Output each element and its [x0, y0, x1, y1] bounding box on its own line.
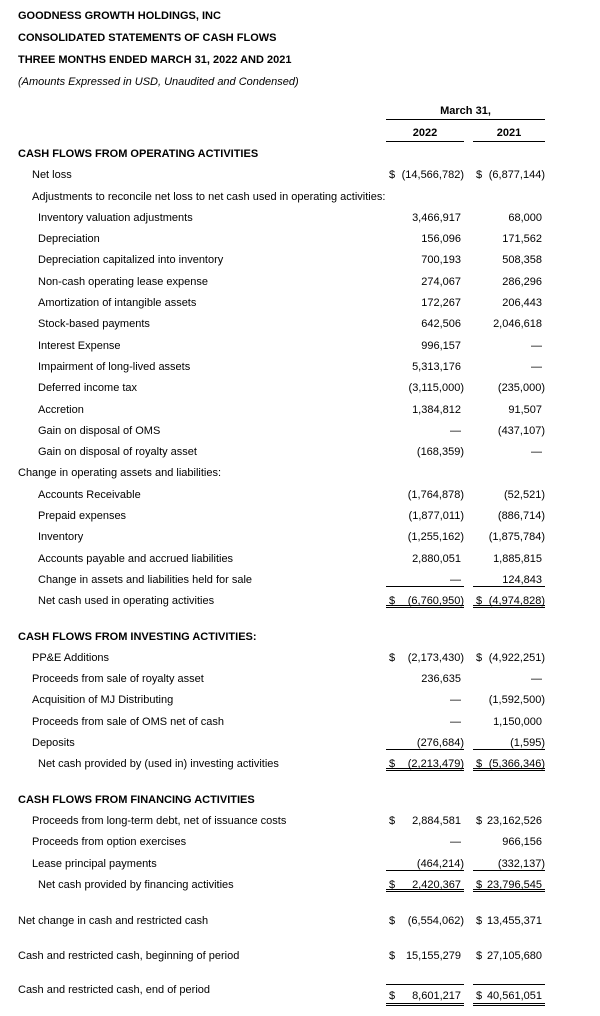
row-label: Proceeds from long-term debt, net of issuance costs — [32, 814, 287, 827]
amount-cell-2022 — [386, 984, 464, 1006]
statement-row — [18, 673, 545, 694]
dollar-sign-2021 — [473, 425, 476, 438]
amount-2021: 1,885,815 — [493, 552, 542, 565]
amount-cell-2021 — [473, 652, 545, 665]
period-column-group: March 31, — [386, 105, 545, 120]
dollar-sign-2022: $ — [389, 814, 396, 827]
statement-row — [18, 169, 545, 190]
amount-2021: (1,875,784) — [488, 531, 545, 544]
row-label: Net change in cash and restricted cash — [18, 915, 209, 928]
row-label: Depreciation capitalized into inventory — [38, 254, 224, 267]
statement-row — [18, 191, 545, 212]
amount-cell-2022 — [386, 340, 464, 353]
statement-title: CONSOLIDATED STATEMENTS OF CASH FLOWS — [18, 32, 277, 44]
amount-2021: (4,922,251) — [488, 651, 545, 664]
dollar-sign-2022 — [386, 694, 389, 707]
amount-2021: (437,107) — [497, 424, 545, 437]
amount-2021: 1,150,000 — [493, 715, 542, 728]
amount-2022: 236,635 — [421, 673, 461, 686]
amount-cell-2021 — [473, 191, 545, 204]
amount-2021: (4,974,828) — [488, 595, 545, 608]
amount-cell-2021 — [473, 531, 545, 544]
statement-row — [18, 915, 545, 936]
dollar-sign-2022: $ — [389, 878, 396, 891]
row-label: Gain on disposal of royalty asset — [38, 446, 197, 459]
amount-cell-2022 — [386, 169, 464, 182]
amount-cell-2022 — [386, 950, 464, 963]
dollar-sign-2022 — [386, 191, 389, 204]
amount-2021: 124,843 — [502, 573, 542, 586]
amount-cell-2022 — [386, 425, 464, 438]
amount-cell-2021 — [473, 631, 545, 644]
dollar-sign-2022 — [386, 318, 389, 331]
dollar-sign-2021: $ — [476, 814, 483, 827]
dollar-sign-2021: $ — [476, 595, 483, 608]
row-label: Deposits — [32, 737, 75, 750]
dollar-sign-2022 — [386, 340, 389, 353]
dollar-sign-2022: $ — [389, 595, 396, 608]
row-label: Acquisition of MJ Distributing — [32, 694, 174, 707]
dollar-sign-2021 — [473, 340, 476, 353]
amount-cell-2021 — [473, 758, 545, 771]
dollar-sign-2021 — [473, 297, 476, 310]
dollar-sign-2021 — [473, 858, 476, 870]
dollar-sign-2021: $ — [476, 878, 483, 891]
amount-2022: — — [450, 573, 461, 586]
amount-cell-2022 — [386, 836, 464, 849]
amount-cell-2022 — [386, 694, 464, 707]
header-spacer — [18, 105, 386, 120]
dollar-sign-2022 — [386, 382, 389, 395]
amount-cell-2022 — [386, 297, 464, 310]
amount-2021: (6,877,144) — [488, 169, 545, 182]
row-label: Net cash used in operating activities — [38, 595, 215, 608]
amount-cell-2021 — [473, 148, 545, 161]
amount-2021: 508,358 — [502, 254, 542, 267]
statement-row — [18, 574, 545, 595]
amount-2021: (886,714) — [497, 510, 545, 523]
statement-row — [18, 297, 545, 318]
dollar-sign-2021 — [473, 382, 476, 395]
dollar-sign-2021 — [473, 404, 476, 417]
statement-row — [18, 318, 545, 339]
amount-cell-2021 — [473, 169, 545, 182]
amount-2022: (1,877,011) — [408, 510, 464, 523]
row-label: CASH FLOWS FROM OPERATING ACTIVITIES — [18, 148, 259, 160]
amount-2022: 1,384,812 — [412, 403, 461, 416]
dollar-sign-2022 — [386, 446, 389, 459]
amount-2022: 2,420,367 — [412, 878, 461, 891]
statement-row — [18, 694, 545, 715]
statement-row — [18, 984, 545, 1005]
dollar-sign-2022 — [386, 297, 389, 310]
amount-2021: — — [531, 360, 542, 373]
amount-cell-2022 — [386, 318, 464, 331]
amount-cell-2021 — [473, 879, 545, 892]
header-spacer — [18, 127, 386, 142]
table-period-header — [18, 105, 545, 120]
statement-row — [18, 233, 545, 254]
dollar-sign-2021 — [473, 794, 476, 807]
amount-cell-2021 — [473, 815, 545, 828]
dollar-sign-2021 — [473, 716, 476, 729]
amount-cell-2021 — [473, 340, 545, 353]
amount-2021: 23,796,545 — [486, 878, 542, 891]
amount-2022: 700,193 — [421, 254, 461, 267]
amount-cell-2021 — [473, 276, 545, 289]
row-label: PP&E Additions — [32, 651, 110, 664]
amount-cell-2021 — [473, 510, 545, 523]
amount-cell-2022 — [386, 879, 464, 892]
dollar-sign-2022 — [386, 254, 389, 267]
dollar-sign-2021: $ — [476, 169, 483, 182]
amount-2022: 8,601,217 — [412, 989, 461, 1002]
dollar-sign-2021 — [473, 276, 476, 289]
amount-cell-2021 — [473, 574, 545, 587]
amount-cell-2021 — [473, 489, 545, 502]
row-label: Proceeds from sale of OMS net of cash — [32, 715, 224, 728]
amount-cell-2021 — [473, 984, 545, 1006]
amount-2022: 2,884,581 — [412, 814, 461, 827]
amount-cell-2021 — [473, 716, 545, 729]
statement-row — [18, 404, 545, 425]
row-label: CASH FLOWS FROM INVESTING ACTIVITIES: — [18, 630, 257, 643]
amount-cell-2022 — [386, 148, 464, 161]
dollar-sign-2022: $ — [389, 989, 396, 1002]
amount-cell-2021 — [473, 915, 545, 928]
amount-2022: 156,096 — [421, 233, 461, 246]
amount-2021: 91,507 — [508, 403, 542, 416]
dollar-sign-2021 — [473, 212, 476, 225]
amount-2021: 206,443 — [502, 297, 542, 310]
dollar-sign-2022 — [386, 212, 389, 225]
amount-cell-2021 — [473, 737, 545, 750]
row-label: Lease principal payments — [32, 857, 157, 870]
dollar-sign-2021 — [473, 191, 476, 204]
dollar-sign-2022 — [386, 858, 389, 870]
row-label: Amortization of intangible assets — [38, 297, 197, 310]
amount-cell-2022 — [386, 531, 464, 544]
dollar-sign-2022 — [386, 531, 389, 544]
row-label: Deferred income tax — [38, 382, 138, 395]
statement-row — [18, 425, 545, 446]
statement-row — [18, 510, 545, 531]
amount-cell-2022 — [386, 510, 464, 523]
amount-2022: (6,554,062) — [407, 915, 464, 928]
dollar-sign-2021 — [473, 489, 476, 502]
amount-cell-2021 — [473, 212, 545, 225]
row-label: Proceeds from option exercises — [32, 836, 187, 849]
amount-cell-2021 — [473, 233, 545, 246]
dollar-sign-2021: $ — [476, 989, 483, 1002]
amount-cell-2022 — [386, 652, 464, 665]
amount-cell-2021 — [473, 425, 545, 438]
dollar-sign-2022 — [386, 510, 389, 523]
amount-2022: (1,764,878) — [407, 488, 464, 501]
amount-cell-2022 — [386, 191, 464, 204]
amount-cell-2022 — [386, 631, 464, 644]
statement-row — [18, 553, 545, 574]
amount-cell-2022 — [386, 737, 464, 750]
amount-2021: 40,561,051 — [486, 989, 542, 1002]
dollar-sign-2022: $ — [389, 915, 396, 928]
dollar-sign-2022: $ — [389, 651, 396, 664]
row-label: Proceeds from sale of royalty asset — [32, 673, 204, 686]
amount-2022: (2,213,479) — [407, 758, 464, 771]
amount-cell-2021 — [473, 794, 545, 807]
amount-cell-2021 — [473, 446, 545, 459]
amount-cell-2022 — [386, 446, 464, 459]
row-label: CASH FLOWS FROM FINANCING ACTIVITIES — [18, 793, 255, 806]
dollar-sign-2022: $ — [389, 758, 396, 771]
dollar-sign-2022 — [386, 425, 389, 438]
amount-cell-2021 — [473, 553, 545, 566]
amount-cell-2022 — [386, 254, 464, 267]
dollar-sign-2021 — [473, 531, 476, 544]
row-label: Change in assets and liabilities held for sale — [38, 573, 253, 586]
amount-2022: (464,214) — [416, 857, 464, 870]
dollar-sign-2021 — [473, 148, 476, 161]
row-label: Net cash provided by (used in) investing activities — [38, 758, 279, 771]
statement-row — [18, 212, 545, 233]
statement-row — [18, 361, 545, 382]
dollar-sign-2022: $ — [389, 169, 396, 182]
row-label: Change in operating assets and liabilities: — [18, 467, 222, 480]
dollar-sign-2021 — [473, 510, 476, 523]
dollar-sign-2022 — [386, 553, 389, 566]
amount-2022: 5,313,176 — [412, 360, 461, 373]
amount-2021: (1,595) — [510, 737, 545, 750]
section-header-row — [18, 794, 545, 815]
amount-2022: 172,267 — [421, 297, 461, 310]
row-label: Inventory valuation adjustments — [38, 211, 193, 224]
amount-cell-2022 — [386, 361, 464, 374]
statement-row — [18, 815, 545, 836]
dollar-sign-2021 — [473, 673, 476, 686]
statement-row — [18, 758, 545, 779]
dollar-sign-2022 — [386, 467, 389, 480]
dollar-sign-2021 — [473, 553, 476, 566]
row-label: Accretion — [38, 403, 84, 416]
amount-cell-2021 — [473, 254, 545, 267]
amount-2021: (235,000) — [497, 382, 545, 395]
row-label: Accounts Receivable — [38, 488, 141, 501]
row-label: Net loss — [32, 169, 72, 182]
amount-cell-2021 — [473, 836, 545, 849]
amount-2021: 2,046,618 — [493, 318, 542, 331]
statement-row — [18, 879, 545, 900]
row-label: Net cash provided by financing activities — [38, 878, 234, 891]
dollar-sign-2022 — [386, 631, 389, 644]
amount-2022: 996,157 — [421, 339, 461, 352]
amount-cell-2021 — [473, 297, 545, 310]
row-label: Cash and restricted cash, beginning of period — [18, 950, 240, 963]
dollar-sign-2021 — [473, 694, 476, 707]
amount-2022: (3,115,000) — [408, 382, 464, 395]
dollar-sign-2022 — [386, 574, 389, 586]
amount-2021: 27,105,680 — [486, 950, 542, 963]
statement-row — [18, 858, 545, 879]
row-label: Impairment of long-lived assets — [38, 360, 191, 373]
dollar-sign-2021 — [473, 737, 476, 749]
column-header-2021: 2021 — [473, 127, 545, 142]
amount-2021: 966,156 — [502, 836, 542, 849]
row-label: Gain on disposal of OMS — [38, 424, 161, 437]
amount-2022: (1,255,162) — [407, 531, 464, 544]
amount-cell-2021 — [473, 595, 545, 608]
amount-2022: — — [450, 424, 461, 437]
statement-row — [18, 531, 545, 552]
statement-row — [18, 382, 545, 403]
dollar-sign-2022 — [386, 794, 389, 807]
amount-2021: 286,296 — [502, 275, 542, 288]
amount-2021: 171,562 — [502, 233, 542, 246]
row-label: Adjustments to reconcile net loss to net cash used in operating activities: — [32, 190, 386, 203]
statement-row — [18, 716, 545, 737]
amount-cell-2022 — [386, 595, 464, 608]
amount-cell-2022 — [386, 553, 464, 566]
statement-row — [18, 489, 545, 510]
amount-cell-2022 — [386, 467, 464, 480]
amount-2022: (2,173,430) — [407, 651, 464, 664]
dollar-sign-2022 — [386, 148, 389, 161]
amount-cell-2022 — [386, 574, 464, 587]
amount-2022: (168,359) — [416, 446, 464, 459]
amounts-note: (Amounts Expressed in USD, Unaudited and Condensed) — [18, 76, 299, 88]
section-header-row — [18, 148, 545, 169]
amount-cell-2021 — [473, 404, 545, 417]
amount-2022: 2,880,051 — [412, 552, 461, 565]
period-title: THREE MONTHS ENDED MARCH 31, 2022 AND 2021 — [18, 54, 292, 66]
amount-cell-2021 — [473, 950, 545, 963]
statement-row — [18, 340, 545, 361]
statement-row — [18, 595, 545, 616]
dollar-sign-2021: $ — [476, 758, 483, 771]
amount-2022: 274,067 — [421, 275, 461, 288]
amount-2021: — — [531, 339, 542, 352]
amount-2021: (5,366,346) — [488, 758, 545, 771]
amount-2022: (6,760,950) — [407, 595, 464, 608]
dollar-sign-2021 — [473, 254, 476, 267]
amount-cell-2022 — [386, 233, 464, 246]
amount-cell-2022 — [386, 815, 464, 828]
row-label: Accounts payable and accrued liabilities — [38, 552, 234, 565]
amount-2021: 23,162,526 — [486, 814, 542, 827]
dollar-sign-2021 — [473, 574, 476, 586]
amount-cell-2022 — [386, 382, 464, 395]
amount-cell-2022 — [386, 404, 464, 417]
amount-cell-2021 — [473, 673, 545, 686]
dollar-sign-2022 — [386, 404, 389, 417]
amount-2021: 68,000 — [508, 211, 542, 224]
statement-row — [18, 276, 545, 297]
company-name: GOODNESS GROWTH HOLDINGS, INC — [18, 10, 221, 22]
row-label: Interest Expense — [38, 339, 121, 352]
dollar-sign-2021 — [473, 836, 476, 849]
dollar-sign-2021 — [473, 467, 476, 480]
amount-2022: — — [450, 715, 461, 728]
amount-2022: 15,155,279 — [405, 950, 461, 963]
statement-row — [18, 254, 545, 275]
amount-2021: — — [531, 446, 542, 459]
amount-cell-2021 — [473, 318, 545, 331]
dollar-sign-2021 — [473, 361, 476, 374]
dollar-sign-2021: $ — [476, 950, 483, 963]
row-label: Depreciation — [38, 233, 100, 246]
amount-2021: — — [531, 673, 542, 686]
amount-2021: (332,137) — [497, 857, 545, 870]
amount-2022: (14,566,782) — [401, 169, 464, 182]
row-label: Cash and restricted cash, end of period — [18, 983, 211, 996]
dollar-sign-2022 — [386, 489, 389, 502]
amount-cell-2022 — [386, 758, 464, 771]
column-header-2022: 2022 — [386, 127, 464, 142]
section-header-row — [18, 631, 545, 652]
dollar-sign-2021 — [473, 233, 476, 246]
amount-cell-2021 — [473, 361, 545, 374]
dollar-sign-2022 — [386, 716, 389, 729]
dollar-sign-2021 — [473, 446, 476, 459]
dollar-sign-2022 — [386, 836, 389, 849]
amount-cell-2022 — [386, 858, 464, 871]
amount-2022: — — [450, 836, 461, 849]
statement-rows — [18, 148, 545, 1005]
amount-cell-2021 — [473, 858, 545, 871]
amount-cell-2022 — [386, 794, 464, 807]
amount-2021: 13,455,371 — [486, 915, 542, 928]
dollar-sign-2022 — [386, 276, 389, 289]
statement-row — [18, 737, 545, 758]
amount-cell-2021 — [473, 694, 545, 707]
dollar-sign-2022 — [386, 737, 389, 749]
dollar-sign-2021: $ — [476, 651, 483, 664]
dollar-sign-2021 — [473, 631, 476, 644]
amount-cell-2022 — [386, 212, 464, 225]
row-label: Stock-based payments — [38, 318, 150, 331]
amount-cell-2022 — [386, 276, 464, 289]
dollar-sign-2022: $ — [389, 950, 396, 963]
table-year-columns — [18, 127, 545, 142]
dollar-sign-2022 — [386, 361, 389, 374]
amount-2021: (52,521) — [504, 488, 545, 501]
amount-cell-2022 — [386, 489, 464, 502]
amount-2022: 642,506 — [421, 318, 461, 331]
statement-row — [18, 950, 545, 971]
dollar-sign-2022 — [386, 233, 389, 246]
amount-2022: — — [450, 694, 461, 707]
amount-cell-2022 — [386, 716, 464, 729]
statement-row — [18, 467, 545, 488]
row-label: Non-cash operating lease expense — [38, 275, 209, 288]
amount-2022: (276,684) — [416, 737, 464, 750]
amount-cell-2021 — [473, 382, 545, 395]
statement-row — [18, 446, 545, 467]
statement-row — [18, 652, 545, 673]
amount-2022: 3,466,917 — [412, 211, 461, 224]
amount-cell-2022 — [386, 673, 464, 686]
statement-row — [18, 836, 545, 857]
dollar-sign-2021 — [473, 318, 476, 331]
amount-cell-2022 — [386, 915, 464, 928]
row-label: Inventory — [38, 531, 84, 544]
amount-2021: (1,592,500) — [488, 694, 545, 707]
amount-cell-2021 — [473, 467, 545, 480]
dollar-sign-2022 — [386, 673, 389, 686]
dollar-sign-2021: $ — [476, 915, 483, 928]
row-label: Prepaid expenses — [38, 510, 127, 523]
